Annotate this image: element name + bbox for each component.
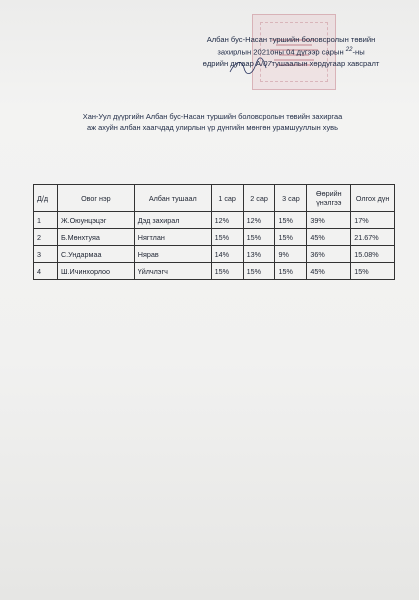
table-row [34,212,395,229]
cell-month-2: 12% [243,212,275,229]
subtitle-line-2: аж ахуйн албан хаагчдад улирлын үр дүнгийн мөнгөн урамшууллын хувь [87,123,338,132]
cell-no: 2 [34,229,58,246]
header-cell-amount: Олгох дүн [351,185,395,212]
cell-amount: 15.08% [351,246,395,263]
header-cell-month-1: 1 сар [211,185,243,212]
cell-no: 3 [34,246,58,263]
cell-month-3: 15% [275,263,307,280]
cell-self-eval: 36% [307,246,351,263]
cell-no: 1 [34,212,58,229]
cell-name: С.Ундармаа [57,246,134,263]
cell-month-2: 15% [243,229,275,246]
cell-position: Үйлчлэгч [134,263,211,280]
cell-position: Нярав [134,246,211,263]
handwritten-number: 07 [263,58,272,68]
cell-month-1: 14% [211,246,243,263]
table-header-row [34,185,395,212]
cell-month-3: 9% [275,246,307,263]
cell-no: 4 [34,263,58,280]
cell-position: Дэд захирал [134,212,211,229]
cell-position: Нягтлан [134,229,211,246]
cell-month-2: 13% [243,246,275,263]
cell-name: Б.Мөнхтуяа [57,229,134,246]
bonus-table [33,184,395,280]
header-cell-position: Албан тушаал [134,185,211,212]
cell-month-3: 15% [275,229,307,246]
cell-amount: 21.67% [351,229,395,246]
handwritten-day: 22 [345,47,353,53]
table-row [34,246,395,263]
header-line-2: захирлын 2021оны 04 дүгээр сарын $^{22}$-ны [217,47,365,57]
subtitle-line-1: Хан-Уул дүүргийн Албан бус-Насан туршийн боловсролын төвийн захиргаа [82,112,343,121]
header-cell-self-eval: Өөрийн үнэлгээ [307,185,351,212]
cell-month-1: 15% [211,263,243,280]
cell-self-eval: 39% [307,212,351,229]
header-cell-name: Овог нэр [57,185,134,212]
document-subtitle [40,111,385,133]
cell-self-eval: 45% [307,263,351,280]
document-header [176,34,406,69]
cell-month-1: 12% [211,212,243,229]
cell-amount: 15% [351,263,395,280]
table-row [34,263,395,280]
cell-month-3: 15% [275,212,307,229]
cell-name: Ж.Оюунцэцэг [57,212,134,229]
header-cell-month-2: 2 сар [243,185,275,212]
header-line-3: өдрийн дугаар А/07тушаалын хөрдугаар хавсралт [202,58,380,68]
table-row [34,229,395,246]
cell-self-eval: 45% [307,229,351,246]
cell-name: Ш.Ичинхорлоо [57,263,134,280]
header-cell-no: Д/д [34,185,58,212]
header-cell-month-3: 3 сар [275,185,307,212]
cell-amount: 17% [351,212,395,229]
cell-month-1: 15% [211,229,243,246]
cell-month-2: 15% [243,263,275,280]
header-line-1: Албан бус-Насан туршийн боловсролын төвийн [206,35,376,44]
